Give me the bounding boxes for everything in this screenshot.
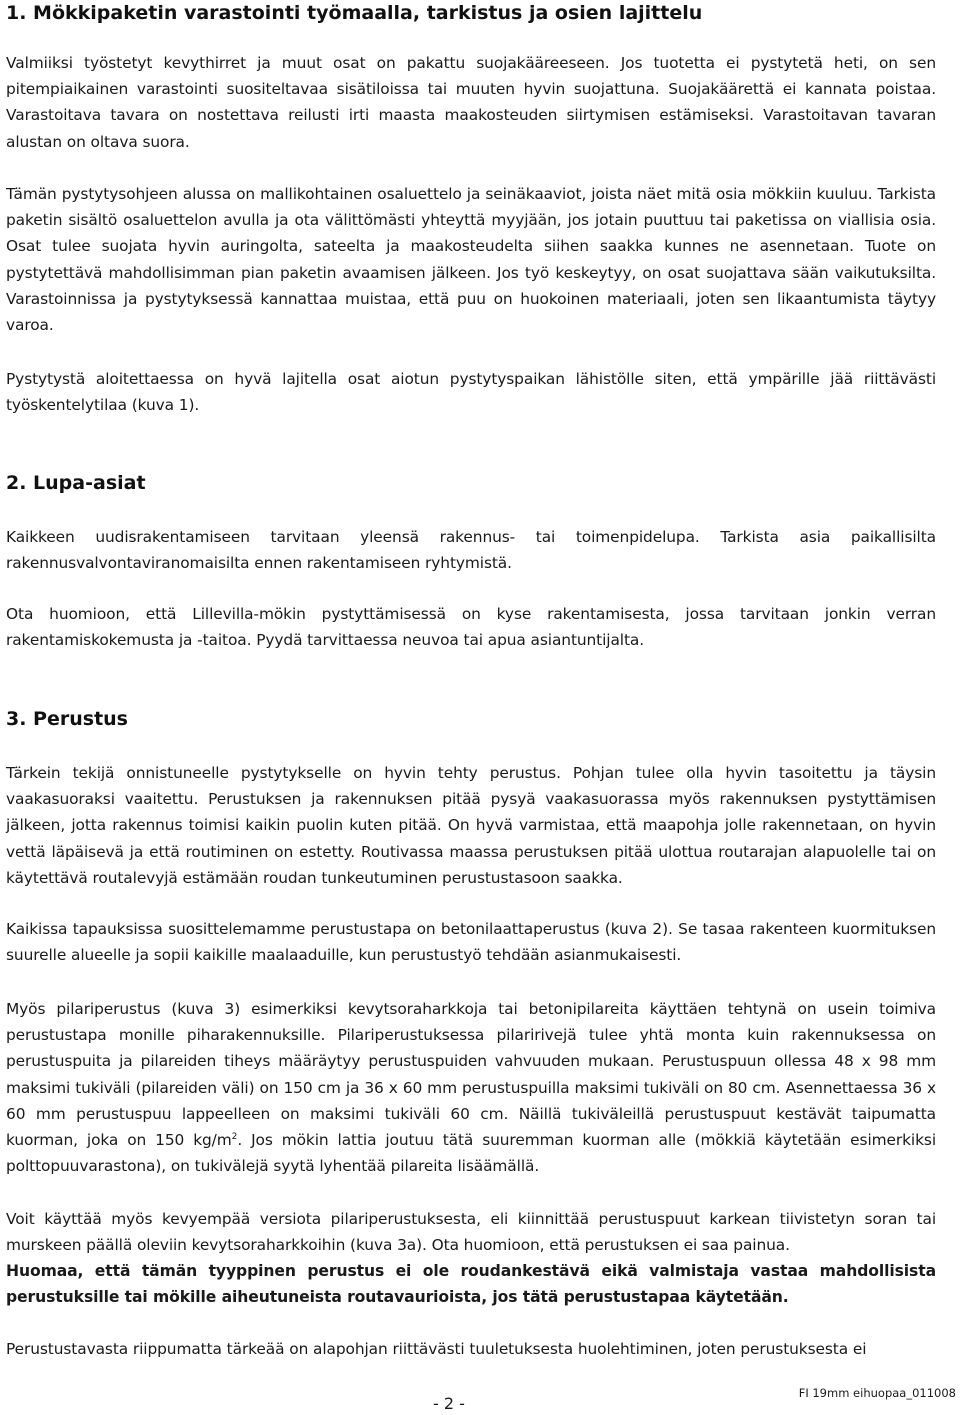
section-3-paragraph-light-pillar <box>6 1206 936 1258</box>
section-1-paragraph-check: Tämän pystytysohjeen alussa on mallikohtainen osaluettelo ja seinäkaaviot, joista näet mitä osia mökkiin kuuluu. Tarkista paketin sisältö osaluettelon avulla ja ota välittömästi yhteyttä myyjään, jos jotain puuttuu tai paketissa on viallisia osia. Osat tulee suojata hyvin auringolta, sateelta ja maakosteudelta siihen saakka kunnes ne asennetaan. Tuote on pystytettävä mahdollisimman pian paketin avaamisen jälkeen. Jos työ keskeytyy, on osat suojattava sään vaikutuksilta. Varastoinnissa ja pystytyksessä kannattaa muistaa, että puu on huokoinen materiaali, joten sen likaantumista täytyy varoa. <box>6 185 936 335</box>
section-3-heading: 3. Perustus <box>6 708 128 730</box>
text-run: Kaikissa tapauksissa suosittelemamme perustustapa on betonilaattaperustus ( <box>6 920 611 938</box>
section-2-paragraph-permit: Kaikkeen uudisrakentamiseen tarvitaan yleensä rakennus- tai toimenpidelupa. Tarkista asia paikallisilta rakennusvalvontaviranomaisilta ennen rakentamiseen ryhtymistä. <box>6 528 936 573</box>
text-run: ) esimerkiksi kevytsoraharkkoja tai betonipilareita käyttäen tehtynä on usein toimiva perustustapa monille piharakennuksille. Pilariperustuksessa pilaririvejä tulee yhtä monta kuin rakennuksessa on perustuspuita ja pilareiden tiheys määräytyy perustuspuiden vahvuuden mukaan. Perustuspuun ollessa 48 x 98 mm maksimi tukiväli (pilareiden väli) on 150 cm ja 36 x 60 mm perustuspuilla maksimi tukiväli on 80 cm. Asennettaessa 36 x 60 mm perustuspuu lappeelleen on maksimi tukiväli 60 cm. Näillä tukiväleillä perustuspuut kestävät taipumatta kuorman, joka on 150 kg/m <box>6 1000 936 1150</box>
text-run: ). <box>188 396 200 415</box>
section-3-paragraph-foundation: Tärkein tekijä onnistuneelle pystytykselle on hyvin tehty perustus. Pohjan tulee olla hyvin tasoitettu ja täysin vaakasuoraksi vaaitettu. Perustuksen ja rakennuksen pitää pysyä vaakasuorassa myös rakennuksen pystyttämisen jälkeen, jotta rakennus toimisi kaikin puolin kuten pitää. On hyvä varmistaa, että maapohja jolle rakennetaan, on hyvin vettä läpäisevä ja että routiminen on estetty. Routivassa maassa perustuksen pitää ulottua routarajan alapuolelle tai on käytettävä routalevyjä estämään roudan tunkeutuminen perustustasoon saakka. <box>6 764 936 887</box>
section-3-paragraph-slab <box>6 916 936 968</box>
figure-reference-2: kuva 2 <box>610 920 663 938</box>
figure-reference-1: kuva 1 <box>137 396 189 415</box>
section-1-paragraph-storage: Valmiiksi työstetyt kevythirret ja muut osat on pakattu suojakääreeseen. Jos tuotetta ei pystytetä heti, on sen pitempiaikainen varastointi suositeltavaa sisätiloissa tai muuten hyvin suojattuna. Suojakäärettä ei kannata poistaa. Varastoitava tavara on nostettava reilusti irti maasta maakosteuden siirtymisen estämiseksi. Varastoitavan tavaran alustan on oltava suora. <box>6 54 936 151</box>
text-run: Pystytystä aloitettaessa on hyvä lajitella osat aiotun pystytyspaikan lähistölle siten, että ympärille jää riittävästi työskentelytilaa ( <box>6 370 936 415</box>
section-1-paragraph-sorting <box>6 366 936 418</box>
text-run: Voit käyttää myös kevyempää versiota pilariperustuksesta, eli kiinnittää perustuspuut karkean tiivistetyn soran tai murskeen päällä oleviin kevytsoraharkkoihin ( <box>6 1210 936 1255</box>
page-number: - 2 - <box>433 1394 465 1413</box>
section-2-heading: 2. Lupa-asiat <box>6 472 146 494</box>
section-3-warning: Huomaa, että tämän tyyppinen perustus ei ole roudankestävä eikä valmistaja vastaa mahdollisista perustuksille tai mökille aiheutuneista routavaurioista, jos tätä perustustapaa käytetään. <box>6 1262 936 1307</box>
superscript: 2 <box>231 1131 238 1142</box>
text-run: . Jos mökin lattia joutuu tätä suuremman kuorman alle (mökkiä käytetään esimerkiksi polttopuuvarastona), on tukivälejä syytä lyhentää pilareita lisäämällä. <box>6 1131 937 1176</box>
section-3-paragraph-ventilation: Perustustavasta riippumatta tärkeää on alapohjan riittävästi tuuletuksesta huolehtiminen, joten perustuksesta ei <box>6 1340 867 1358</box>
text-run: ). Ota huomioon, että perustuksen ei saa painua. <box>416 1236 790 1255</box>
section-1-heading: 1. Mökkipaketin varastointi työmaalla, tarkistus ja osien lajittelu <box>6 2 703 24</box>
figure-reference-3a: kuva 3a <box>355 1236 417 1255</box>
section-3-paragraph-pillar <box>6 996 936 1179</box>
section-2-paragraph-experience: Ota huomioon, että Lillevilla-mökin pystyttämisessä on kyse rakentamisesta, jossa tarvitaan jonkin verran rakentamiskokemusta ja -taitoa. Pyydä tarvittaessa neuvoa tai apua asiantuntijalta. <box>6 605 936 650</box>
document-code: FI 19mm eihuopaa_011008 <box>798 1386 956 1400</box>
text-run: Myös pilariperustus ( <box>6 1000 178 1018</box>
text-run: ). Se tasaa rakenteen kuormituksen suurelle alueelle ja sopii kaikille maalaaduille, kun perustustyö tehdään asianmukaisesti. <box>6 920 936 965</box>
figure-reference-3: kuva 3 <box>177 1000 235 1018</box>
